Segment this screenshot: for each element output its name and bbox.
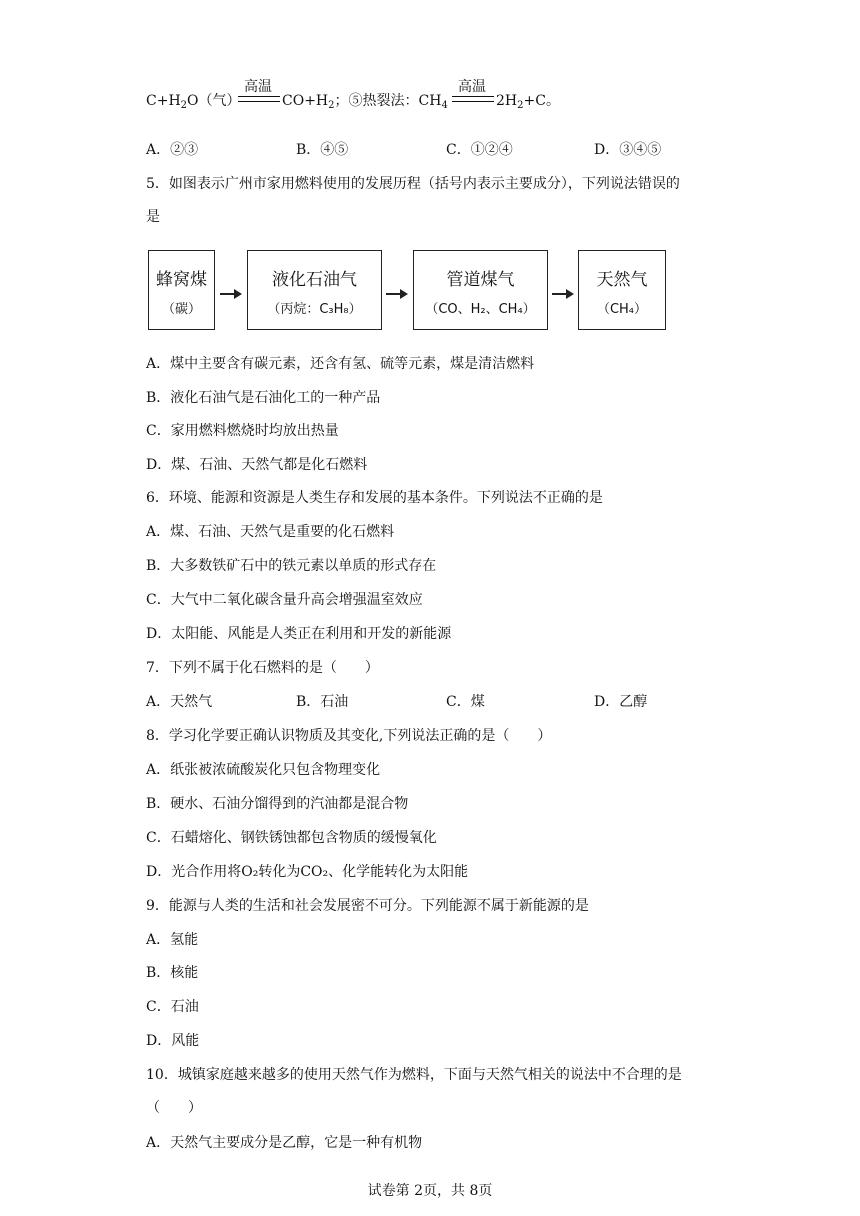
q4-option-c[interactable]: C．①②④ xyxy=(446,142,513,158)
q10-stem-line2: （ ） xyxy=(146,1100,202,1116)
q7-option-c[interactable]: C．煤 xyxy=(446,694,485,710)
q7-option-a[interactable]: A．天然气 xyxy=(146,694,213,710)
q4-option-a[interactable]: A．②③ xyxy=(146,142,199,158)
q5-option-a[interactable]: A．煤中主要含有碳元素，还含有氢、硫等元素，煤是清洁燃料 xyxy=(146,356,535,372)
q5-stem-line1: 5．如图表示广州市家用燃料使用的发展历程（括号内表示主要成分），下列说法错误的 xyxy=(146,176,680,192)
q5-option-c[interactable]: C．家用燃料燃烧时均放出热量 xyxy=(146,423,339,439)
q4-options xyxy=(146,140,706,160)
q6-stem: 6．环境、能源和资源是人类生存和发展的基本条件。下列说法不正确的是 xyxy=(146,490,603,506)
diagram-box-natural-gas-sub: （CH₄） xyxy=(596,302,648,317)
equation-line: $C+H_2O$（气） 高温 $CO+H_2$；⑤热裂法：$CH_4$ 高温 $2H_2+C$。 xyxy=(146,76,846,116)
eq-double-line-2 xyxy=(452,96,494,102)
q8-option-a[interactable]: A．纸张被浓硫酸炭化只包含物理变化 xyxy=(146,762,381,778)
diagram-box-pipeline-gas xyxy=(413,250,548,330)
diagram-box-pipeline-gas-title: 管道煤气 xyxy=(446,270,515,290)
eq-right2: +C。 xyxy=(523,93,560,109)
eq-double-line-1 xyxy=(238,96,280,102)
q8-option-b[interactable]: B．硬水、石油分馏得到的汽油都是混合物 xyxy=(146,796,409,812)
q7-option-d[interactable]: D．乙醇 xyxy=(594,694,648,710)
diagram-box-coal xyxy=(148,250,215,330)
diagram-box-natural-gas-title: 天然气 xyxy=(596,270,648,290)
q9-option-a[interactable]: A．氢能 xyxy=(146,932,199,948)
eq-left2: O（气） xyxy=(187,93,241,109)
q6-option-d[interactable]: D．太阳能、风能是人类正在利用和开发的新能源 xyxy=(146,626,452,642)
diagram-box-natural-gas xyxy=(578,250,666,330)
eq-left: C+H xyxy=(146,93,181,109)
eq-condition-1: 高温 xyxy=(244,79,272,95)
q9-option-d[interactable]: D．风能 xyxy=(146,1033,200,1049)
diagram-box-coal-sub: （碳） xyxy=(161,302,201,317)
diagram-box-lpg-title: 液化石油气 xyxy=(272,270,357,290)
eq-right: 2H xyxy=(496,93,518,109)
eq-mid2: ；⑤热裂法：CH xyxy=(334,93,442,109)
diagram-box-lpg-sub: （丙烷：C₃H₈） xyxy=(267,302,362,317)
q7-option-b[interactable]: B．石油 xyxy=(296,694,349,710)
diagram-arrow-2 xyxy=(386,293,406,295)
diagram-box-lpg xyxy=(247,250,382,330)
q9-option-b[interactable]: B．核能 xyxy=(146,965,199,981)
diagram-box-coal-title: 蜂窝煤 xyxy=(156,270,207,290)
q4-option-d[interactable]: D．③④⑤ xyxy=(594,142,662,158)
q9-option-c[interactable]: C．石油 xyxy=(146,999,199,1015)
q8-stem: 8．学习化学要正确认识物质及其变化,下列说法正确的是（ ） xyxy=(146,728,552,744)
q8-option-c[interactable]: C．石蜡熔化、钢铁锈蚀都包含物质的缓慢氧化 xyxy=(146,830,437,846)
q6-option-a[interactable]: A．煤、石油、天然气是重要的化石燃料 xyxy=(146,524,395,540)
diagram-box-pipeline-gas-sub: （CO、H₂、CH₄） xyxy=(425,302,536,317)
q5-option-b[interactable]: B．液化石油气是石油化工的一种产品 xyxy=(146,390,381,406)
q10-stem-line1: 10．城镇家庭越来越多的使用天然气作为燃料，下面与天然气相关的说法中不合理的是 xyxy=(146,1067,682,1083)
q4-option-b[interactable]: B．④⑤ xyxy=(296,142,349,158)
q6-option-b[interactable]: B．大多数铁矿石中的铁元素以单质的形式存在 xyxy=(146,558,437,574)
q7-stem: 7．下列不属于化石燃料的是（ ） xyxy=(146,660,379,676)
q6-option-c[interactable]: C．大气中二氧化碳含量升高会增强温室效应 xyxy=(146,592,423,608)
q8-option-d[interactable]: D．光合作用将O₂转化为CO₂、化学能转化为太阳能 xyxy=(146,864,469,880)
q7-options xyxy=(146,692,706,712)
page-footer: 试卷第 2页，共 8页 xyxy=(367,1183,493,1199)
q5-option-d[interactable]: D．煤、石油、天然气都是化石燃料 xyxy=(146,457,368,473)
q5-stem-line2: 是 xyxy=(146,209,160,225)
q10-option-a[interactable]: A．天然气主要成分是乙醇，它是一种有机物 xyxy=(146,1135,423,1151)
q9-stem: 9．能源与人类的生活和社会发展密不可分。下列能源不属于新能源的是 xyxy=(146,898,589,914)
diagram-arrow-1 xyxy=(220,293,240,295)
eq-condition-2: 高温 xyxy=(458,79,486,95)
eq-mid: CO+H xyxy=(282,93,329,109)
diagram-arrow-3 xyxy=(552,293,572,295)
